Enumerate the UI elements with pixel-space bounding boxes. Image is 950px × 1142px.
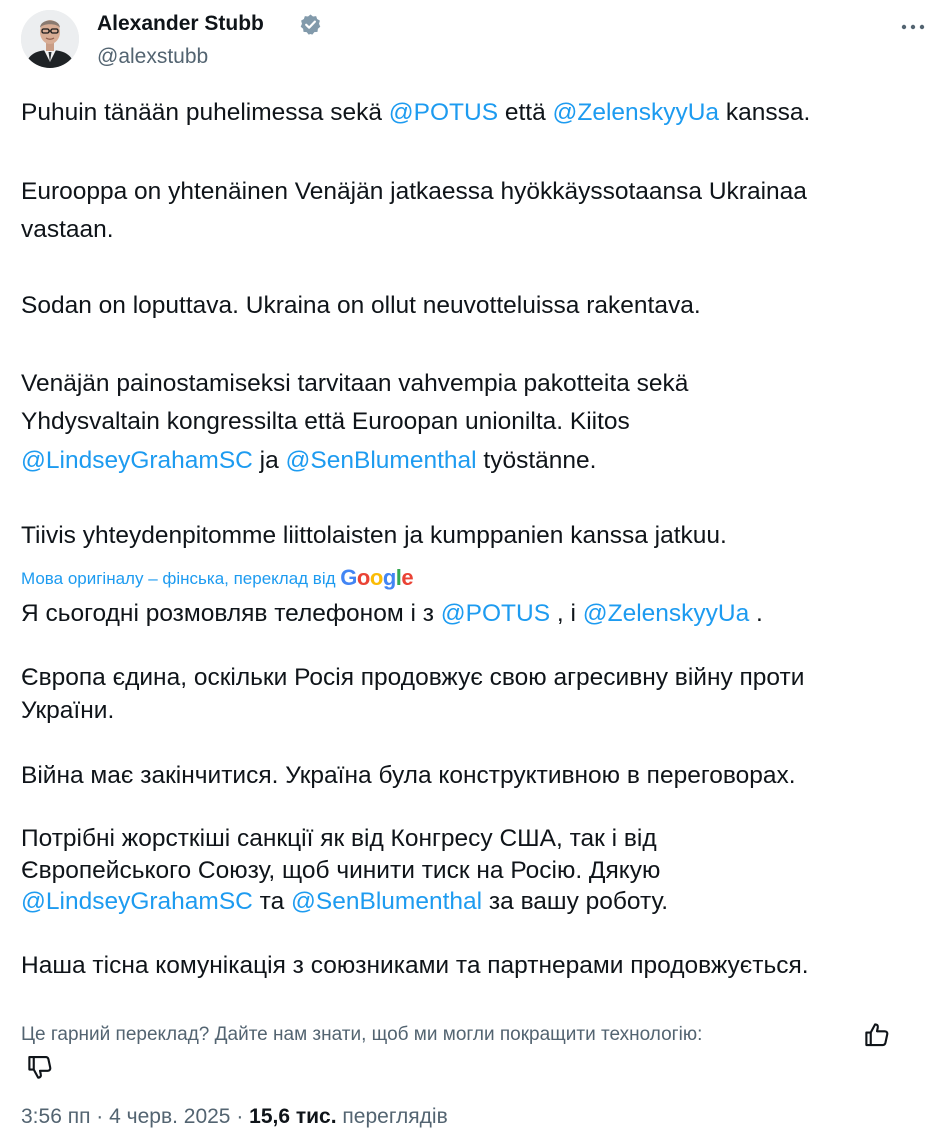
verified-badge-icon (299, 13, 322, 36)
mention-senblumenthal[interactable]: @SenBlumenthal (285, 447, 477, 474)
text-run: . (749, 600, 763, 627)
mention-lindseygrahamsc[interactable]: @LindseyGrahamSC (21, 888, 253, 915)
translation-note: Мова оригіналу – фінська, переклад від (21, 569, 336, 588)
translated-paragraph-2-line-1: Європа єдина, оскільки Росія продовжує свою агресивну війну проти (21, 664, 805, 691)
mention-senblumenthal[interactable]: @SenBlumenthal (291, 888, 483, 915)
separator: · (90, 1105, 110, 1128)
separator: · (230, 1105, 250, 1128)
text-run: kanssa. (719, 99, 811, 126)
translation-feedback-prompt: Це гарний переклад? Дайте нам знати, щоб ми могли покращити технологію: (21, 1024, 703, 1045)
translated-paragraph-1 (21, 595, 926, 633)
views-label: переглядів (342, 1105, 448, 1128)
author-handle[interactable]: @alexstubb (97, 45, 209, 68)
translated-paragraph-5: Наша тісна комунікація з союзниками та партнерами продовжується. (21, 952, 809, 979)
translated-paragraph-4-line-1: Потрібні жорсткіші санкції як від Конгресу США, так і від (21, 825, 657, 852)
original-paragraph-2-line-2: vastaan. (21, 216, 114, 243)
tweet-meta (21, 1103, 448, 1131)
original-paragraph-4-line-2: Yhdysvaltain kongressilta että Euroopan unionilta. Kiitos (21, 408, 630, 435)
translated-paragraph-4-line-2: Європейського Союзу, щоб чинити тиск на Росію. Дякую (21, 857, 661, 884)
tweet-time[interactable]: 3:56 пп (21, 1105, 91, 1128)
tweet-date[interactable]: 4 черв. 2025 (109, 1105, 231, 1128)
mention-lindseygrahamsc[interactable]: @LindseyGrahamSC (21, 447, 253, 474)
mention-potus[interactable]: @POTUS (440, 600, 551, 627)
mention-zelenskyyua[interactable]: @ZelenskyyUa (552, 99, 720, 126)
text-run: Puhuin tänään puhelimessa sekä (21, 99, 389, 126)
original-paragraph-2-line-1: Eurooppa on yhtenäinen Venäjän jatkaessa hyökkäyssotaansa Ukrainaa (21, 178, 807, 205)
more-options-icon[interactable] (898, 18, 928, 36)
text-run: työstänne. (476, 447, 597, 474)
original-paragraph-4-line-1: Venäjän painostamiseksi tarvitaan vahvempia pakotteita sekä (21, 370, 689, 397)
translated-paragraph-4-line-3 (21, 883, 926, 921)
text-run: за вашу роботу. (482, 888, 669, 915)
thumbs-up-icon[interactable] (862, 1020, 892, 1050)
views-count: 15,6 тис. (249, 1105, 337, 1128)
text-run: että (498, 99, 553, 126)
avatar[interactable] (21, 10, 79, 68)
author-name[interactable]: Alexander Stubb (97, 12, 264, 35)
original-paragraph-1 (21, 94, 926, 132)
google-logo: Google (340, 565, 414, 590)
original-paragraph-5: Tiivis yhteydenpitomme liittolaisten ja kumppanien kanssa jatkuu. (21, 522, 727, 549)
thumbs-down-icon[interactable] (25, 1052, 55, 1082)
translated-paragraph-3: Війна має закінчитися. Україна була конструктивною в переговорах. (21, 762, 796, 789)
mention-zelenskyyua[interactable]: @ZelenskyyUa (582, 600, 750, 627)
text-run: Я сьогодні розмовляв телефоном і з (21, 600, 441, 627)
text-run: , і (550, 600, 583, 627)
text-run: ja (252, 447, 286, 474)
original-paragraph-4-line-3 (21, 442, 926, 480)
translation-attribution[interactable] (21, 564, 413, 592)
text-run: та (252, 888, 292, 915)
original-paragraph-3: Sodan on loputtava. Ukraina on ollut neuvotteluissa rakentava. (21, 292, 701, 319)
translated-paragraph-2-line-2: України. (21, 697, 115, 724)
mention-potus[interactable]: @POTUS (388, 99, 499, 126)
